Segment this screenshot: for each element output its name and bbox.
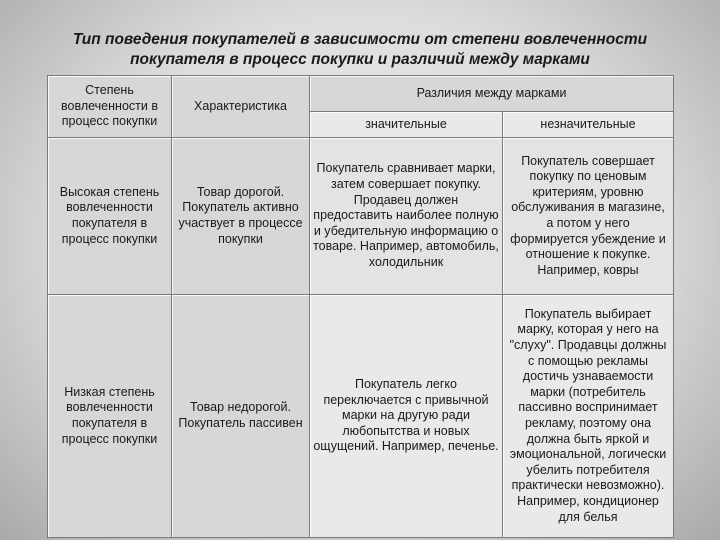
table-row xyxy=(48,138,674,295)
row-significant-cell: Покупатель сравнивает марки, затем совершает покупку. Продавец должен предоставить наиболее полную и убедительную информацию о товаре. Например, автомобиль, холодильник xyxy=(310,138,503,295)
title-line-2: покупателя в процесс покупки и различий между марками xyxy=(130,51,590,68)
header-involvement: Степень вовлеченности в процесс покупки xyxy=(48,76,172,138)
row-involvement-cell: Высокая степень вовлеченности покупателя в процесс покупки xyxy=(48,138,172,295)
table-header-row xyxy=(48,76,674,112)
header-differences: Различия между марками xyxy=(310,76,674,112)
row-involvement-cell: Низкая степень вовлеченности покупателя в процесс покупки xyxy=(48,295,172,538)
row-characteristic-cell: Товар недорогой. Покупатель пассивен xyxy=(172,295,310,538)
row-characteristic-cell: Товар дорогой. Покупатель активно участвует в процессе покупки xyxy=(172,138,310,295)
table-row xyxy=(48,295,674,538)
header-insignificant: незначительные xyxy=(503,112,674,138)
behavior-table xyxy=(47,75,674,538)
header-significant: значительные xyxy=(310,112,503,138)
header-characteristic: Характеристика xyxy=(172,76,310,138)
page-title xyxy=(20,30,700,70)
title-line-1: Тип поведения покупателей в зависимости от степени вовлеченности xyxy=(72,31,648,48)
row-insignificant-cell: Покупатель выбирает марку, которая у него на "слуху". Продавцы должны с помощью рекламы достичь узнаваемости марки (потребитель пассивно воспринимает рекламу, поэтому она должна быть яркой и эмоциональной, логически убелить потребителя практически невозможно). Например, кондиционер для белья xyxy=(503,295,674,538)
row-insignificant-cell: Покупатель совершает покупку по ценовым критериям, уровню обслуживания в магазине, а потом у него формируется убеждение и отношение к покупке. Например, ковры xyxy=(503,138,674,295)
row-significant-cell: Покупатель легко переключается с привычной марки на другую ради любопытства и новых ощущений. Например, печенье. xyxy=(310,295,503,538)
